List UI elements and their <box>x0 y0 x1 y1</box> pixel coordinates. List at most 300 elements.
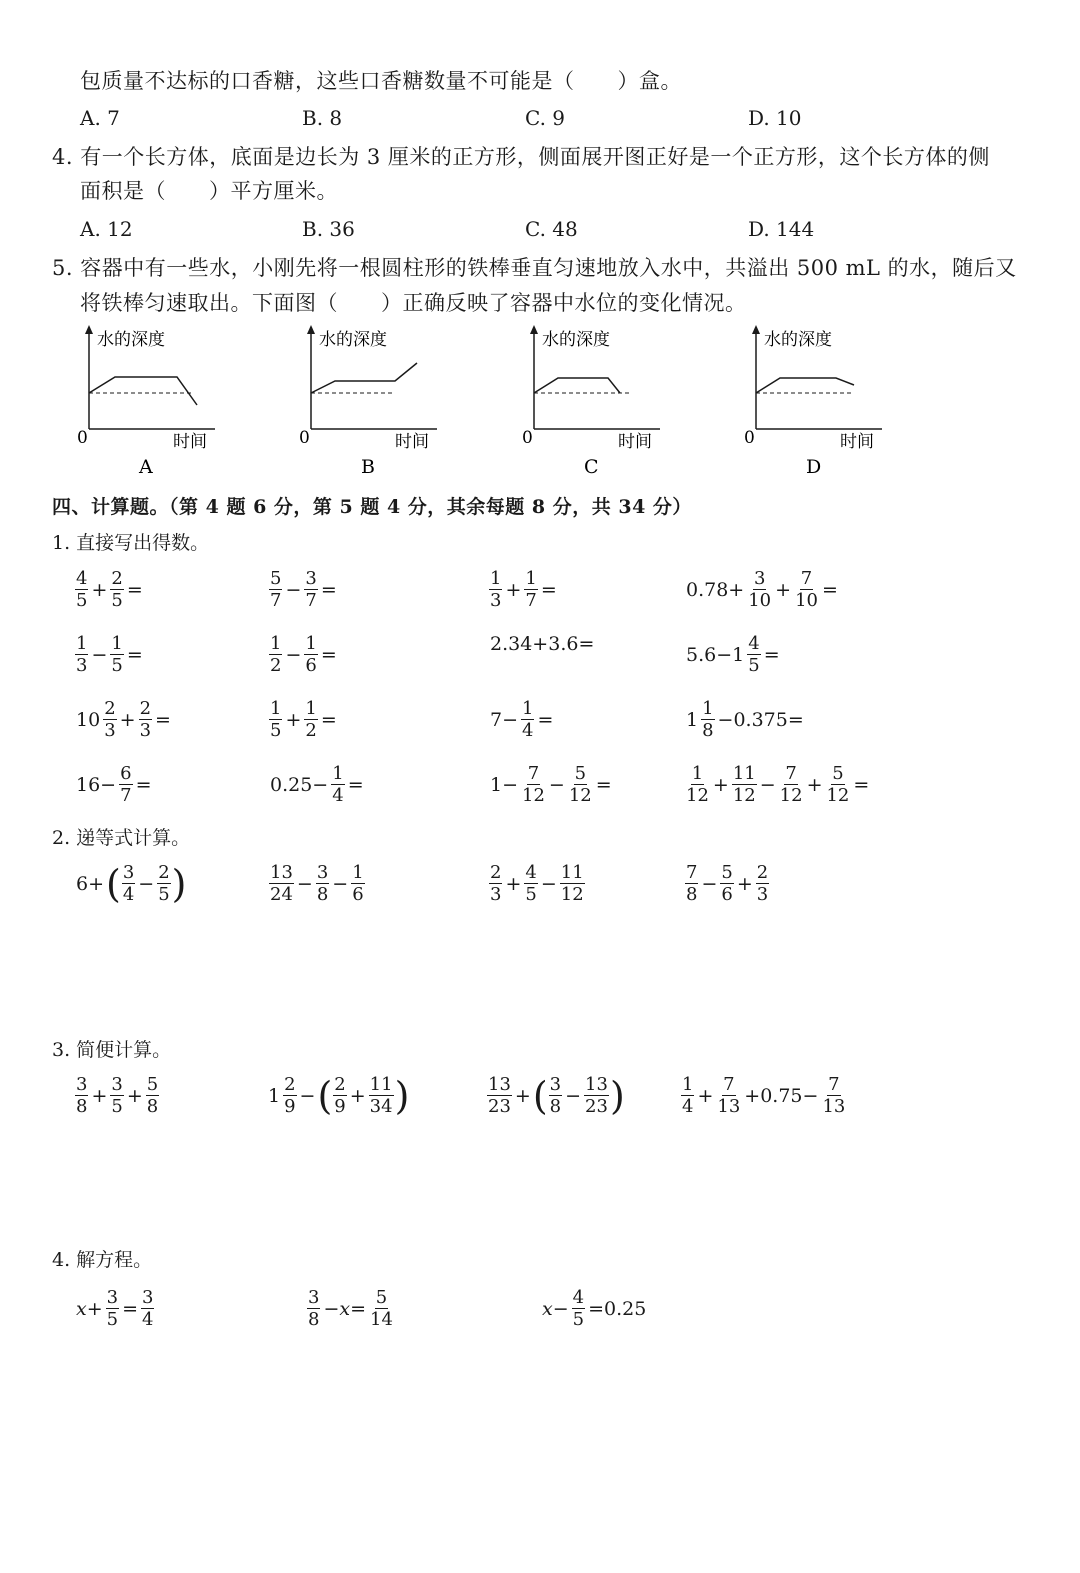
y-axis-arrow <box>752 325 760 334</box>
graph-c <box>520 325 670 479</box>
expression-text: − <box>296 872 313 895</box>
q4-option-b: B. 36 <box>302 217 355 241</box>
denominator: 12 <box>826 785 850 806</box>
fraction <box>110 633 123 676</box>
expression-text: + <box>505 872 522 895</box>
origin-label: 0 <box>744 428 755 448</box>
expression-text: − <box>285 578 302 601</box>
numerator: 5 <box>832 763 844 784</box>
expression <box>488 698 555 741</box>
numerator: 3 <box>106 1287 119 1308</box>
expression <box>486 1074 625 1117</box>
part2-title: 2. 递等式计算。 <box>52 827 191 849</box>
fraction <box>103 698 116 741</box>
fraction <box>157 862 170 905</box>
fraction <box>685 862 698 905</box>
expression-text: = <box>320 578 337 601</box>
fraction <box>316 862 329 905</box>
numerator: 3 <box>308 1287 320 1308</box>
denominator: 9 <box>334 1096 346 1117</box>
origin-label: 0 <box>522 428 533 448</box>
numerator: 7 <box>800 568 813 589</box>
expression <box>74 1287 155 1330</box>
expression-text: = <box>155 708 171 731</box>
numerator: 2 <box>334 1074 346 1095</box>
expression-text: − <box>540 872 557 895</box>
fraction <box>269 568 282 611</box>
numerator: 1 <box>522 698 534 719</box>
expression-text: − <box>91 643 108 666</box>
numerator: 7 <box>527 763 540 784</box>
denominator: 23 <box>585 1096 608 1117</box>
numerator: 11 <box>732 763 756 784</box>
part1-title: 1. 直接写出得数。 <box>52 532 210 554</box>
numerator: 13 <box>488 1074 511 1095</box>
expression-text: + <box>119 708 136 731</box>
denominator: 7 <box>270 590 282 611</box>
q4-option-d: D. 144 <box>748 217 815 241</box>
expression-text: − <box>299 1084 316 1107</box>
denominator: 4 <box>332 785 344 806</box>
expression <box>268 862 366 905</box>
expression <box>74 698 173 741</box>
expression <box>74 862 187 905</box>
expression-text: = <box>821 578 838 601</box>
denominator: 13 <box>717 1096 741 1117</box>
expression <box>488 568 559 611</box>
q3-option-a: A. 7 <box>80 106 120 130</box>
fraction <box>489 568 502 611</box>
numerator: 3 <box>549 1074 562 1095</box>
q4-line2: 面积是（ ）平方厘米。 <box>80 179 338 203</box>
graph-label: C <box>584 456 599 478</box>
water-level-curve <box>89 377 197 405</box>
expression-text: 10 <box>76 708 101 731</box>
water-level-curve <box>534 378 620 393</box>
fraction <box>720 862 733 905</box>
denominator: 3 <box>104 720 116 741</box>
q3-text: 包质量不达标的口香糖，这些口香糖数量不可能是（ ）盒。 <box>80 69 682 93</box>
numerator: 7 <box>785 763 797 784</box>
part3-title: 3. 简便计算。 <box>52 1039 172 1061</box>
denominator: 12 <box>522 785 545 806</box>
expression <box>684 633 782 676</box>
numerator: 3 <box>142 1287 154 1308</box>
denominator: 4 <box>682 1096 694 1117</box>
fraction <box>794 568 819 611</box>
fraction <box>333 1074 346 1117</box>
fraction <box>681 1074 694 1117</box>
expression <box>268 633 339 676</box>
parenthesis: ( <box>106 861 121 906</box>
expression-text: 7− <box>490 708 519 731</box>
expression <box>680 1074 847 1117</box>
denominator: 3 <box>139 720 152 741</box>
expression <box>488 633 596 655</box>
y-axis-arrow <box>530 325 538 334</box>
numerator: 3 <box>305 568 317 589</box>
water-level-curve <box>756 378 854 393</box>
denominator: 14 <box>370 1309 393 1330</box>
denominator: 6 <box>721 884 733 905</box>
expression-text: = <box>320 643 337 666</box>
numerator: 7 <box>828 1074 840 1095</box>
q4-line1: 4. 有一个长方体，底面是边长为 3 厘米的正方形，侧面展开图正好是一个正方形，这个长方体的侧 <box>52 145 990 169</box>
fraction <box>119 763 132 806</box>
numerator: 13 <box>270 862 293 883</box>
expression-text: − <box>759 773 776 796</box>
denominator: 5 <box>106 1309 119 1330</box>
fraction <box>75 568 88 611</box>
numerator: 5 <box>270 568 282 589</box>
expression-text: − <box>565 1084 582 1107</box>
denominator: 5 <box>525 884 537 905</box>
graph-label: A <box>139 456 153 478</box>
expression-text: − <box>701 872 718 895</box>
expression <box>684 568 840 611</box>
denominator: 10 <box>795 590 818 611</box>
denominator: 7 <box>525 590 537 611</box>
graph-d <box>742 325 892 479</box>
fraction <box>487 1074 512 1117</box>
expression-text: = <box>126 578 143 601</box>
denominator: 8 <box>308 1309 320 1330</box>
numerator: 7 <box>686 862 698 883</box>
graph-c-svg <box>520 325 670 478</box>
y-axis-arrow <box>85 325 93 334</box>
numerator: 1 <box>332 763 344 784</box>
q4-option-c: C. 48 <box>525 217 578 241</box>
numerator: 1 <box>270 633 282 654</box>
expression <box>488 862 586 905</box>
numerator: 1 <box>691 763 704 784</box>
fraction <box>369 1074 394 1117</box>
denominator: 5 <box>111 1096 123 1117</box>
fraction <box>110 568 123 611</box>
fraction <box>269 698 282 741</box>
denominator: 5 <box>748 655 760 676</box>
expression-text: = <box>126 643 143 666</box>
denominator: 4 <box>142 1309 154 1330</box>
fraction <box>701 698 714 741</box>
numerator: 1 <box>270 698 282 719</box>
fraction <box>304 568 317 611</box>
expression <box>74 1074 160 1117</box>
x-axis-label: 时间 <box>395 432 429 452</box>
fraction <box>141 1287 154 1330</box>
parenthesis: ) <box>171 861 187 906</box>
expression-text: 0.78+ <box>686 578 745 601</box>
numerator: 5 <box>574 763 587 784</box>
denominator: 10 <box>748 590 772 611</box>
expression-text: + <box>712 773 729 796</box>
denominator: 8 <box>76 1096 88 1117</box>
expression-text: = <box>853 773 870 796</box>
fraction <box>122 862 135 905</box>
graph-d-svg <box>742 325 892 478</box>
numerator: 1 <box>305 633 317 654</box>
denominator: 8 <box>316 884 329 905</box>
numerator: 2 <box>104 698 116 719</box>
expression-text: + <box>514 1084 531 1107</box>
fraction <box>716 1074 741 1117</box>
fraction <box>139 698 152 741</box>
denominator: 13 <box>822 1096 846 1117</box>
graph-b-svg <box>297 325 447 478</box>
expression <box>74 633 145 676</box>
fraction <box>779 763 804 806</box>
numerator: 6 <box>120 763 132 784</box>
expression-text: − <box>548 773 565 796</box>
fraction <box>283 1074 296 1117</box>
numerator: 1 <box>525 568 537 589</box>
q4-option-a: A. 12 <box>80 217 133 241</box>
fraction <box>369 1287 394 1330</box>
numerator: 7 <box>723 1074 735 1095</box>
fraction <box>489 862 502 905</box>
x-axis-label: 时间 <box>618 432 652 452</box>
numerator: 3 <box>76 1074 88 1095</box>
numerator: 2 <box>490 862 502 883</box>
part4-title: 4. 解方程。 <box>52 1249 153 1271</box>
expression-text: − <box>332 872 349 895</box>
denominator: 5 <box>76 590 88 611</box>
y-axis-label: 水的深度 <box>542 330 610 350</box>
expression <box>74 763 153 806</box>
fraction <box>747 633 760 676</box>
denominator: 7 <box>305 590 317 611</box>
expression-text: + <box>91 1084 108 1107</box>
numerator: 2 <box>756 862 769 883</box>
expression <box>306 1287 395 1330</box>
q5-line2: 将铁棒匀速取出。下面图（ ）正确反映了容器中水位的变化情况。 <box>80 291 747 315</box>
denominator: 34 <box>369 1096 393 1117</box>
expression-text: + <box>126 1084 143 1107</box>
fraction <box>146 1074 159 1117</box>
fraction <box>331 763 344 806</box>
graph-a <box>75 325 225 479</box>
expression-text: = <box>135 773 152 796</box>
denominator: 5 <box>111 655 123 676</box>
numerator: 5 <box>146 1074 159 1095</box>
expression-text: + <box>349 1084 366 1107</box>
denominator: 12 <box>732 785 756 806</box>
numerator: 2 <box>158 862 170 883</box>
numerator: 3 <box>316 862 329 883</box>
graph-label: D <box>806 456 822 478</box>
denominator: 4 <box>522 720 534 741</box>
expression-text: x− <box>542 1297 569 1320</box>
fraction <box>524 568 537 611</box>
fraction <box>524 862 537 905</box>
expression-text: = <box>763 643 780 666</box>
fraction <box>75 633 88 676</box>
q3-option-c: C. 9 <box>525 106 566 130</box>
numerator: 1 <box>490 568 502 589</box>
fraction <box>747 568 772 611</box>
fraction <box>110 1074 123 1117</box>
y-axis-label: 水的深度 <box>319 330 387 350</box>
denominator: 2 <box>305 720 317 741</box>
section-title: 四、计算题。（第 4 题 6 分，第 5 题 4 分，其余每题 8 分，共 34 分） <box>52 496 692 518</box>
x-axis-label: 时间 <box>173 432 207 452</box>
expression-text: + <box>736 872 753 895</box>
fraction <box>568 763 593 806</box>
y-axis-label: 水的深度 <box>97 330 165 350</box>
numerator: 3 <box>122 862 135 883</box>
numerator: 2 <box>139 698 152 719</box>
graph-a-svg <box>75 325 225 478</box>
parenthesis: ( <box>532 1073 548 1118</box>
denominator: 12 <box>560 884 584 905</box>
fraction <box>269 633 282 676</box>
numerator: 11 <box>369 1074 393 1095</box>
denominator: 4 <box>122 884 135 905</box>
fraction <box>572 1287 585 1330</box>
numerator: 1 <box>352 862 364 883</box>
numerator: 1 <box>111 633 123 654</box>
expression <box>268 698 339 741</box>
expression-text: + <box>806 773 823 796</box>
parenthesis: ) <box>394 1073 410 1118</box>
expression <box>488 763 614 806</box>
numerator: 1 <box>305 698 317 719</box>
expression-text: =0.25 <box>588 1297 647 1320</box>
denominator: 8 <box>686 884 698 905</box>
fraction <box>685 763 710 806</box>
denominator: 7 <box>120 785 132 806</box>
denominator: 8 <box>549 1096 562 1117</box>
expression <box>268 763 366 806</box>
q3-option-d: D. 10 <box>748 106 802 130</box>
expression-text: 6+ <box>76 872 105 895</box>
denominator: 6 <box>352 884 364 905</box>
denominator: 3 <box>490 590 502 611</box>
expression-text: 1 <box>686 708 699 731</box>
graph-b <box>297 325 447 479</box>
denominator: 5 <box>270 720 282 741</box>
expression <box>74 568 145 611</box>
expression <box>540 1287 648 1330</box>
denominator: 6 <box>305 655 317 676</box>
denominator: 3 <box>756 884 769 905</box>
denominator: 5 <box>111 590 123 611</box>
numerator: 4 <box>76 568 88 589</box>
expression-text: 16− <box>76 773 117 796</box>
q5-line1: 5. 容器中有一些水，小刚先将一根圆柱形的铁棒垂直匀速地放入水中，共溢出 500 mL 的水，随后又 <box>52 256 1017 280</box>
fraction <box>584 1074 609 1117</box>
expression-text: + <box>505 578 522 601</box>
y-axis-arrow <box>307 325 315 334</box>
expression <box>268 568 339 611</box>
numerator: 5 <box>721 862 733 883</box>
denominator: 5 <box>572 1309 585 1330</box>
parenthesis: ( <box>317 1073 333 1118</box>
expression <box>684 763 871 806</box>
expression-text: − <box>138 872 155 895</box>
expression-text: −x= <box>323 1297 367 1320</box>
y-axis-label: 水的深度 <box>764 330 832 350</box>
numerator: 11 <box>560 862 584 883</box>
expression-text: 5.6−1 <box>686 643 745 666</box>
fraction <box>521 698 534 741</box>
graph-label: B <box>361 456 375 478</box>
expression <box>684 862 770 905</box>
fraction <box>75 1074 88 1117</box>
fraction <box>549 1074 562 1117</box>
expression-text: = <box>540 578 557 601</box>
expression-text: x+ <box>76 1297 103 1320</box>
denominator: 8 <box>146 1096 159 1117</box>
expression-text: = <box>347 773 364 796</box>
fraction <box>825 763 850 806</box>
numerator: 1 <box>702 698 714 719</box>
expression-text: = <box>537 708 554 731</box>
origin-label: 0 <box>299 428 310 448</box>
numerator: 2 <box>111 568 123 589</box>
fraction <box>821 1074 846 1117</box>
fraction <box>106 1287 119 1330</box>
fraction <box>307 1287 320 1330</box>
denominator: 12 <box>686 785 709 806</box>
water-level-curve <box>311 363 417 393</box>
expression-text: 1 <box>268 1084 281 1107</box>
denominator: 2 <box>270 655 282 676</box>
expression-text: +0.75− <box>744 1084 819 1107</box>
expression-text: = <box>122 1297 139 1320</box>
expression-text: 2.34+3.6= <box>490 633 595 655</box>
numerator: 1 <box>682 1074 694 1095</box>
x-axis-label: 时间 <box>840 432 874 452</box>
numerator: 4 <box>748 633 760 654</box>
numerator: 3 <box>111 1074 123 1095</box>
expression-text: = <box>320 708 337 731</box>
parenthesis: ) <box>609 1073 625 1118</box>
numerator: 3 <box>753 568 766 589</box>
fraction <box>756 862 769 905</box>
denominator: 12 <box>568 785 592 806</box>
numerator: 2 <box>284 1074 296 1095</box>
denominator: 3 <box>490 884 502 905</box>
numerator: 5 <box>375 1287 388 1308</box>
expression-text: −0.375= <box>717 708 804 731</box>
fraction <box>304 633 317 676</box>
expression-text: + <box>697 1084 714 1107</box>
denominator: 12 <box>779 785 803 806</box>
denominator: 9 <box>284 1096 296 1117</box>
q3-option-b: B. 8 <box>302 106 343 130</box>
denominator: 23 <box>488 1096 511 1117</box>
expression-text: − <box>285 643 302 666</box>
expression <box>684 698 806 741</box>
expression-text: = <box>595 773 612 796</box>
expression-text: + <box>91 578 108 601</box>
fraction <box>351 862 364 905</box>
fraction <box>269 862 294 905</box>
numerator: 1 <box>76 633 88 654</box>
denominator: 8 <box>702 720 714 741</box>
fraction <box>304 698 317 741</box>
expression <box>266 1074 409 1117</box>
fraction <box>732 763 757 806</box>
denominator: 5 <box>158 884 170 905</box>
numerator: 4 <box>525 862 537 883</box>
expression-text: + <box>775 578 792 601</box>
expression-text: + <box>285 708 302 731</box>
numerator: 4 <box>572 1287 585 1308</box>
denominator: 3 <box>76 655 88 676</box>
fraction <box>521 763 546 806</box>
